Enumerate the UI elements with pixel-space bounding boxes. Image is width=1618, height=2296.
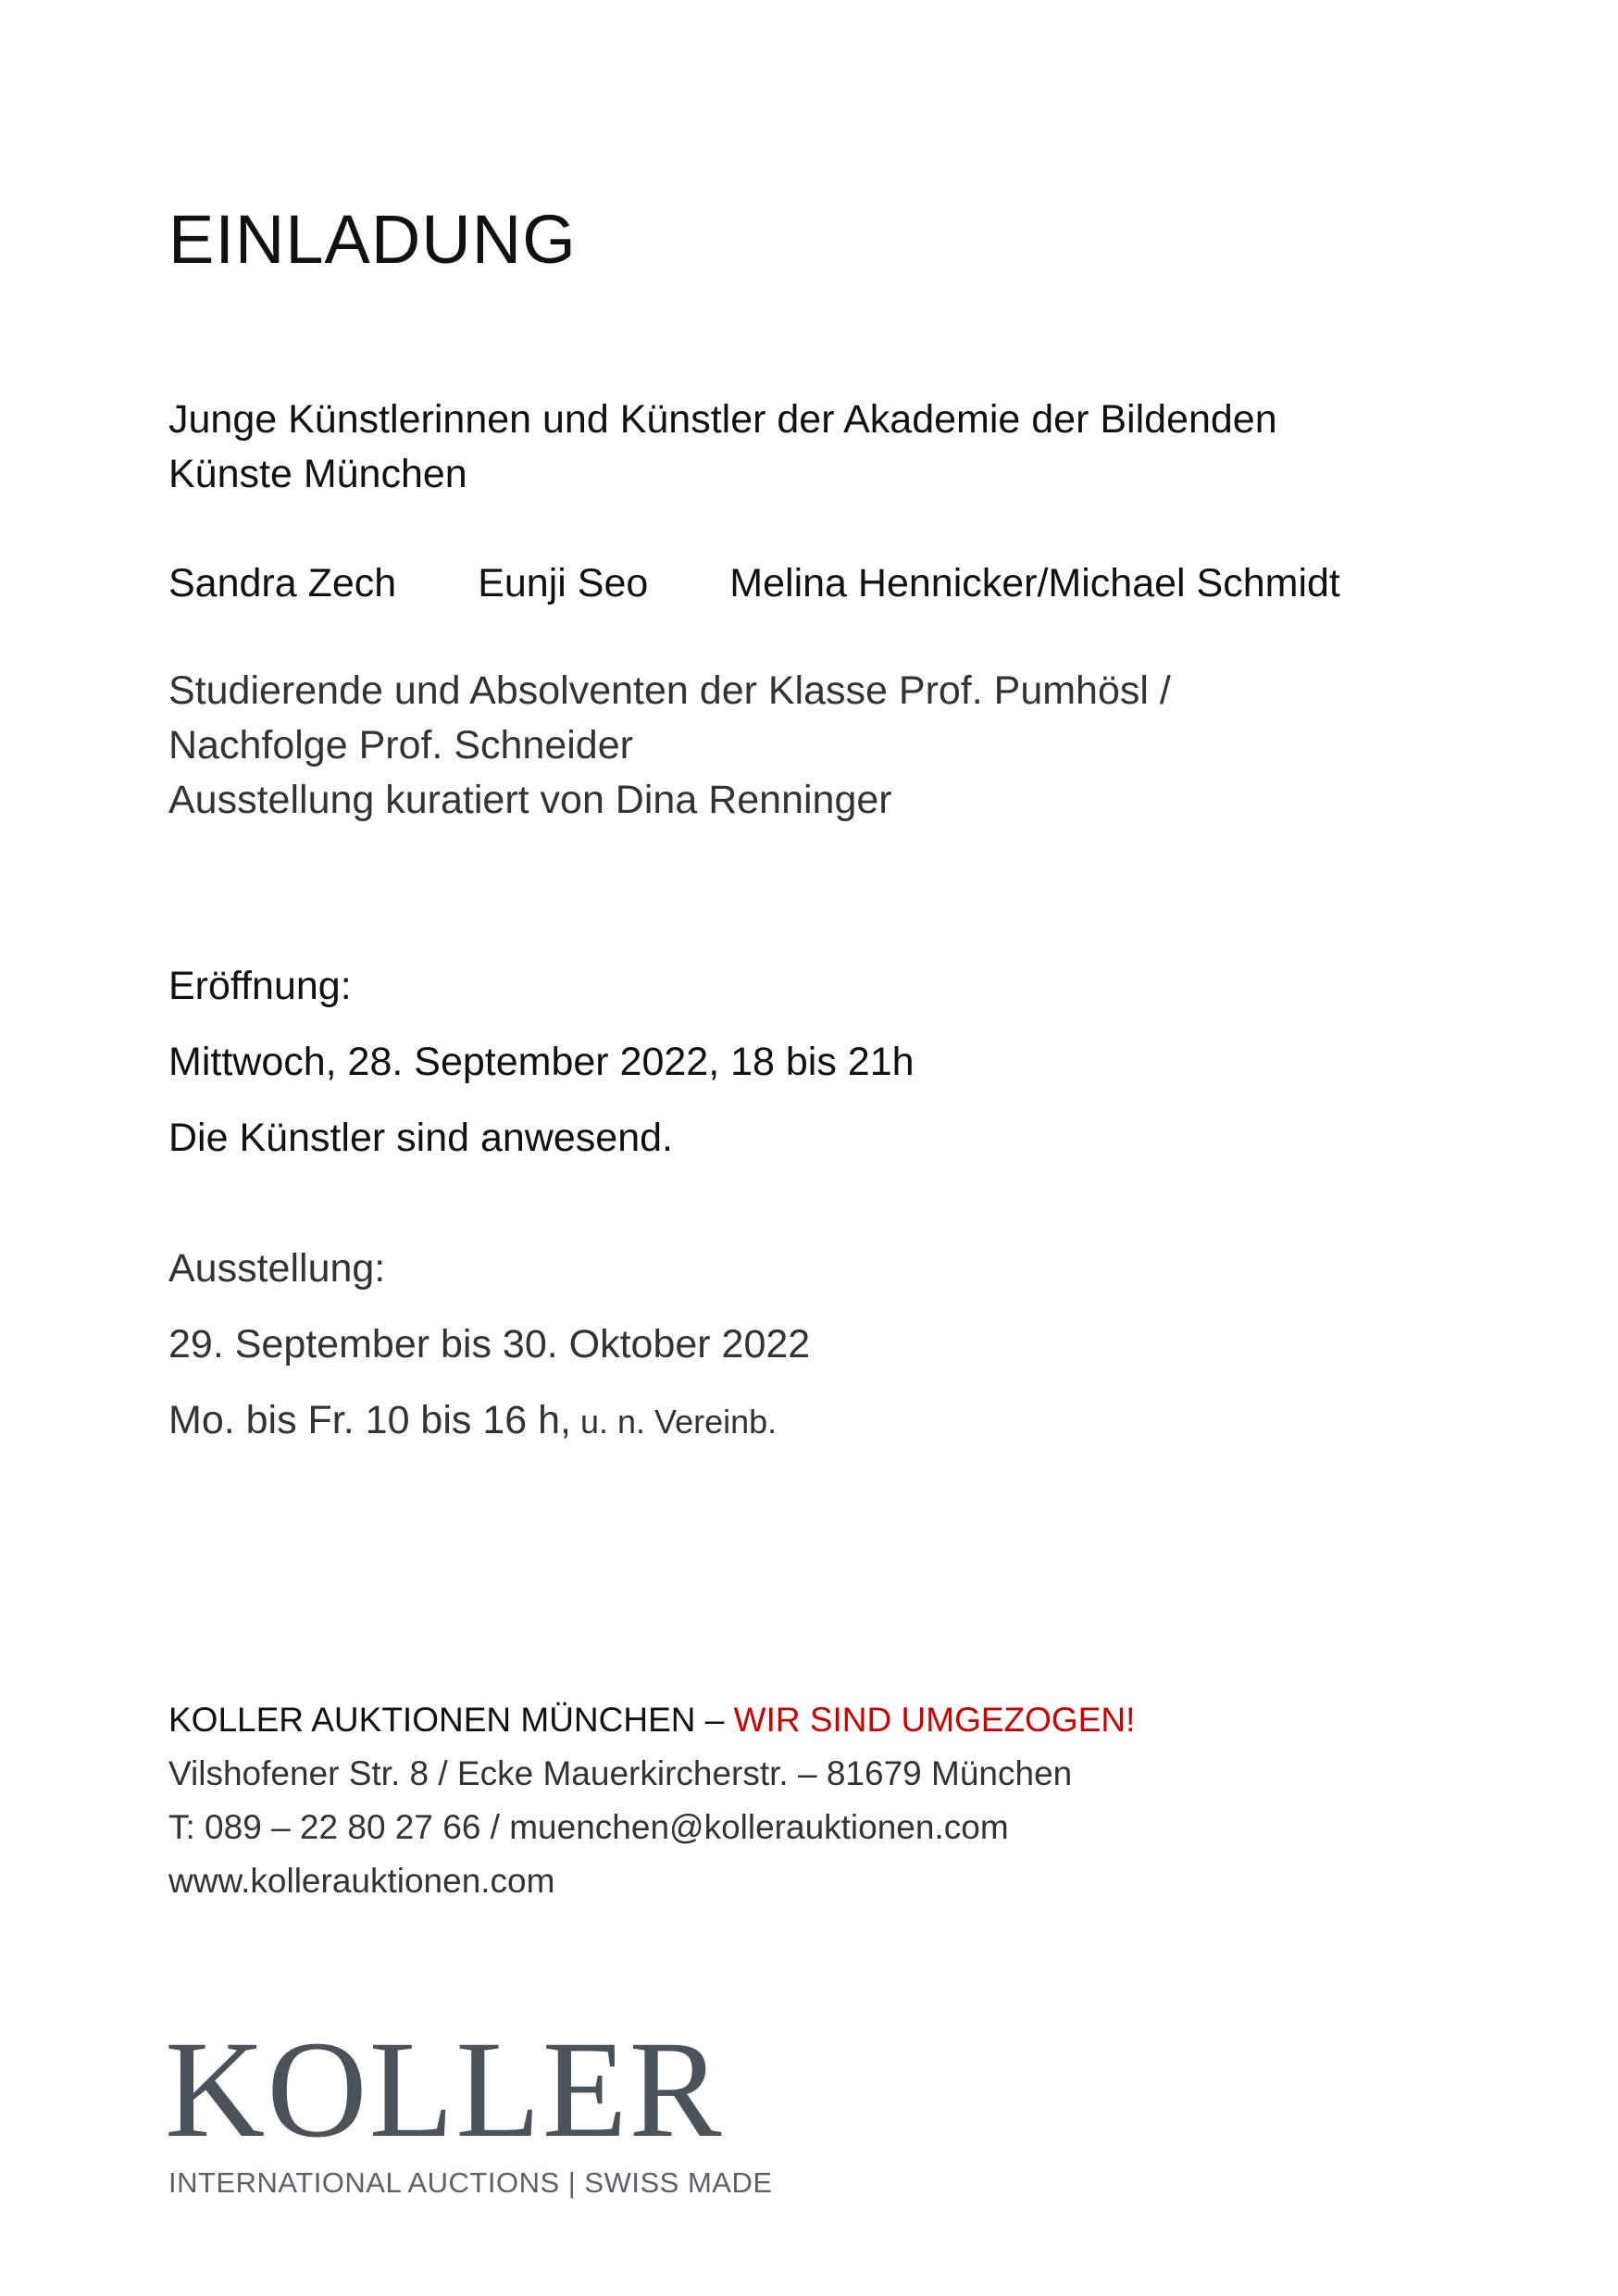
study-line-1: Studierende und Absolventen der Klasse Prof. Pumhösl / bbox=[168, 668, 1171, 713]
exhibition-section bbox=[168, 1242, 810, 1469]
koller-logo bbox=[165, 2013, 773, 2200]
contact-heading bbox=[168, 1693, 1135, 1747]
opening-date: Mittwoch, 28. September 2022, 18 bis 21h bbox=[168, 1040, 915, 1084]
exhibition-dates: 29. September bis 30. Oktober 2022 bbox=[168, 1322, 811, 1366]
moved-notice: WIR SIND UMGEZOGEN! bbox=[733, 1701, 1136, 1739]
phone-email[interactable]: T: 089 – 22 80 27 66 / muenchen@kollerauktionen.com bbox=[168, 1808, 1009, 1846]
curator-line: Ausstellung kuratiert von Dina Renninger bbox=[168, 778, 892, 822]
exhibition-label: Ausstellung: bbox=[168, 1246, 386, 1291]
page-title: EINLADUNG bbox=[168, 201, 577, 278]
company-name: KOLLER AUKTIONEN MÜNCHEN – bbox=[168, 1701, 734, 1739]
exhibition-hours-row bbox=[168, 1393, 810, 1469]
exhibition-hours-note: u. n. Vereinb. bbox=[570, 1403, 778, 1441]
logo-wordmark: KOLLER bbox=[165, 2013, 724, 2166]
study-info bbox=[168, 664, 1171, 828]
artist-name: Sandra Zech bbox=[168, 561, 397, 605]
opening-note: Die Künstler sind anwesend. bbox=[168, 1116, 673, 1160]
opening-section bbox=[168, 959, 915, 1187]
opening-label: Eröffnung: bbox=[168, 964, 352, 1008]
subtitle-line-1: Junge Künstlerinnen und Künstler der Akademie der Bildenden bbox=[168, 397, 1277, 442]
contact-section bbox=[168, 1693, 1135, 1908]
study-line-2: Nachfolge Prof. Schneider bbox=[168, 723, 633, 767]
subtitle-line-2: Künste München bbox=[168, 452, 467, 496]
artist-name: Eunji Seo bbox=[478, 561, 649, 605]
website-link[interactable]: www.kollerauktionen.com bbox=[168, 1862, 555, 1900]
artist-list bbox=[168, 556, 1340, 611]
subtitle bbox=[168, 393, 1464, 502]
address: Vilshofener Str. 8 / Ecke Mauerkircherstr. – 81679 München bbox=[168, 1754, 1073, 1792]
logo-tagline: INTERNATIONAL AUCTIONS | SWISS MADE bbox=[168, 2166, 773, 2199]
exhibition-hours: Mo. bis Fr. 10 bis 16 h, bbox=[168, 1398, 571, 1442]
artist-name: Melina Hennicker/Michael Schmidt bbox=[729, 561, 1340, 605]
